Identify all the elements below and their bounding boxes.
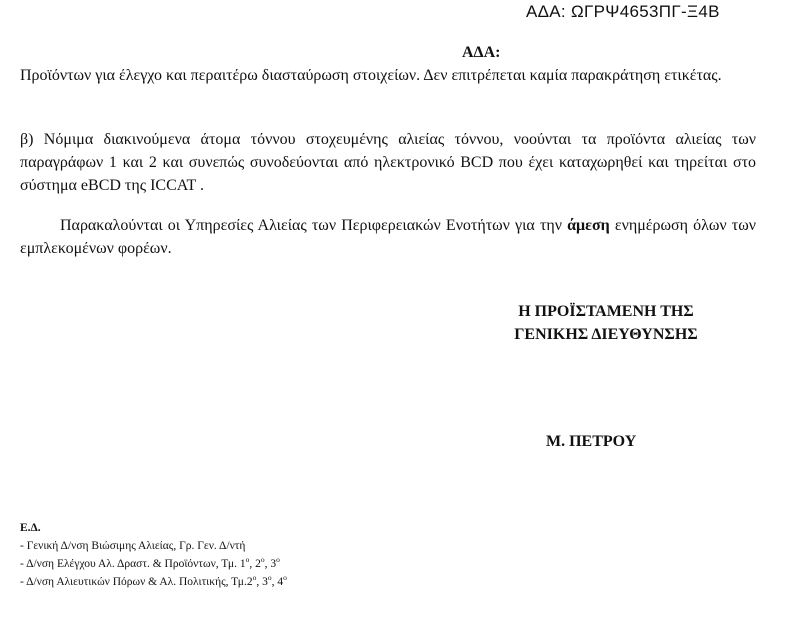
paragraph-products-control: Προϊόντων για έλεγχο και περαιτέρω διασταύρωση στοιχείων. Δεν επιτρέπεται καμία παρακράτηση ετικέτας. — [20, 67, 722, 84]
ordinal-superscript: ο — [276, 555, 280, 564]
ordinal-superscript: ο — [245, 555, 250, 564]
signature-title-line-1: Η ΠΡΟΪΣΤΑΜΕΝΗ ΤΗΣ — [518, 303, 694, 320]
paragraph-request-notification — [20, 214, 756, 260]
signature-title — [486, 300, 726, 346]
signature-title-line-2: ΓΕΝΙΚΗΣ ΔΙΕΥΘΥΝΣΗΣ — [514, 326, 698, 343]
signature-name: Μ. ΠΕΤΡΟΥ — [546, 433, 637, 450]
paragraph-3-text-before: Παρακαλούνται οι Υπηρεσίες Αλιείας των Περιφερειακών Ενοτήτων για την — [60, 217, 568, 234]
ordinal-superscript: ο — [283, 573, 287, 582]
distribution-item-separator: , 3 — [264, 558, 277, 570]
paragraph-legal-tuna: β) Νόμιμα διακινούμενα άτομα τόννου στοχευμένης αλιείας τόννου, νοούνται τα προϊόντα αλιείας των παραγράφων 1 και 2 και συνεπώς συνοδεύονται από ηλεκτρονικό BCD που έχει καταχωρηθεί και τηρείται στο σύστημα eBCD της ICCAT . — [20, 131, 756, 194]
distribution-item: - Γενική Δ/νση Βιώσιμης Αλιείας, Γρ. Γεν. Δ/ντή — [20, 540, 246, 552]
ada-title: ΑΔΑ: — [462, 44, 501, 61]
distribution-item — [20, 555, 287, 573]
distribution-list — [20, 519, 287, 591]
distribution-item-separator: , 3 — [256, 576, 268, 588]
distribution-item-separator: , 2 — [249, 558, 261, 570]
ordinal-superscript: ο — [260, 555, 265, 564]
distribution-item-text: - Δ/νση Αλιευτικών Πόρων & Αλ. Πολιτικής, Τμ.2 — [20, 576, 253, 588]
ordinal-superscript: ο — [267, 573, 272, 582]
paragraph-3-bold-word: άμεση — [567, 217, 610, 234]
distribution-item — [20, 573, 287, 591]
ada-code-header: ΑΔΑ: ΩΓΡΨ4653ΠΓ-Ξ4Β — [526, 2, 720, 21]
distribution-title: Ε.Δ. — [20, 522, 41, 534]
distribution-item-separator: , 4 — [271, 576, 284, 588]
paragraph-3-text-after: ενημέρωση όλων των εμπλεκομένων φορέων. — [20, 217, 757, 257]
ordinal-superscript: ο — [252, 573, 257, 582]
distribution-item-text: - Δ/νση Ελέγχου Αλ. Δραστ. & Προϊόντων, Τμ. 1 — [20, 558, 246, 570]
